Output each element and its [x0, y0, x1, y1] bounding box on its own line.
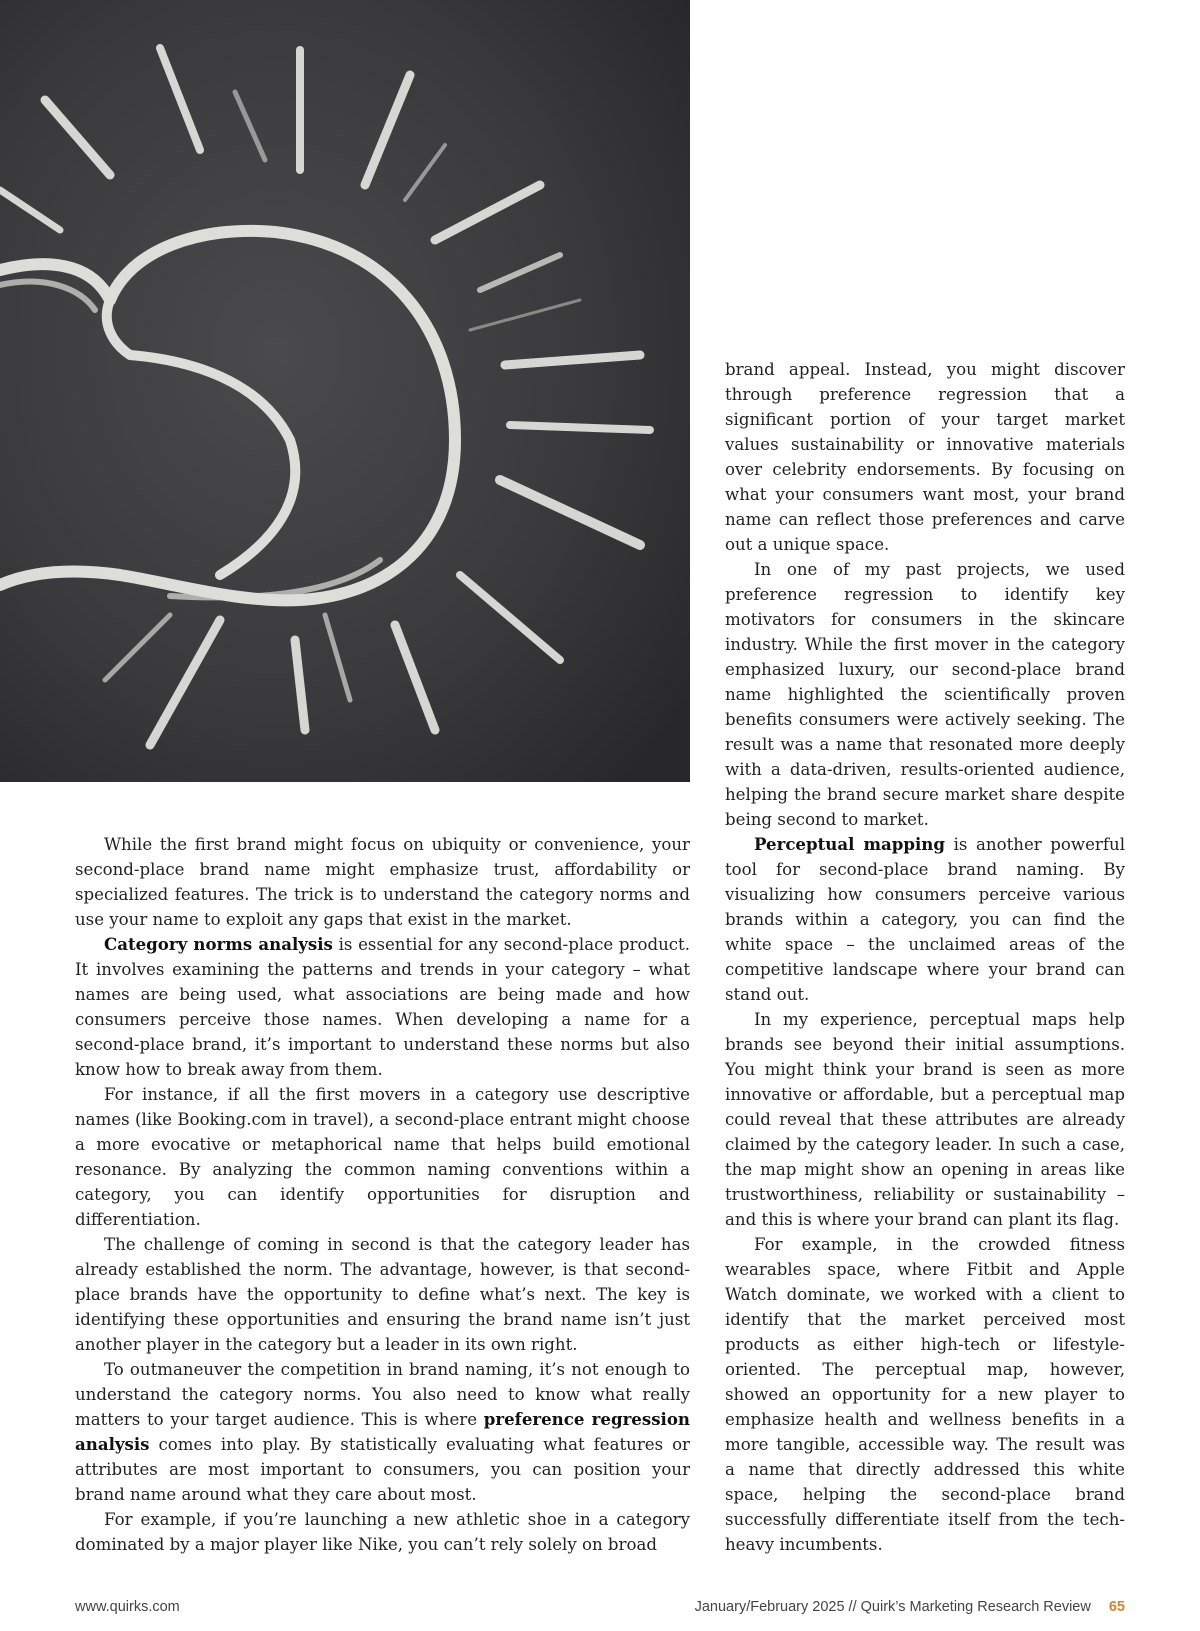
right-text-column	[725, 357, 1125, 1557]
right-paragraph-3-text: is another powerful tool for second-place brand naming. By visualizing how consumers perceive various brands within a category, you can find the white space – the unclaimed areas of the competitive landscape where your brand can stand out.	[725, 835, 1125, 1004]
footer-website[interactable]: www.quirks.com	[75, 1599, 180, 1615]
category-norms-term: Category norms analysis	[104, 934, 333, 954]
footer-issue-info	[695, 1597, 1125, 1617]
left-paragraph-5-start: To outmaneuver the competition in brand naming, it’s not enough to understand the category norms. You also need to know what really matters to your target audience. This is where	[75, 1360, 690, 1429]
chalkboard-heart-sun-photo	[0, 0, 690, 782]
left-paragraph-4: The challenge of coming in second is that the category leader has already established the norm. The advantage, however, is that second-place brands have the opportunity to define what’s next. The key is identifying these opportunities and ensuring the brand name isn’t just another player in the category but a leader in its own right.	[75, 1235, 690, 1354]
right-paragraph-5: For example, in the crowded fitness wearables space, where Fitbit and Apple Watch dominate, we worked with a client to identify that the market perceived most products as either high-tech or lifestyle-oriented. The perceptual map, however, showed an opportunity for a new player to emphasize health and wellness benefits in a more tangible, accessible way. The result was a name that directly addressed this white space, helping the second-place brand successfully differentiate itself from the tech-heavy incumbents.	[725, 1235, 1125, 1554]
left-paragraph-3: For instance, if all the first movers in a category use descriptive names (like Booking.com in travel), a second-place entrant might choose a more evocative or metaphorical name that helps build emotional resonance. By analyzing the common naming conventions within a category, you can identify opportunities for disruption and differentiation.	[75, 1085, 690, 1229]
preference-regression-term: preference regression analysis	[75, 1409, 690, 1454]
right-paragraph-4: In my experience, perceptual maps help brands see beyond their initial assumptions. You might think your brand is seen as more innovative or affordable, but a perceptual map could reveal that these attributes are already claimed by the category leader. In such a case, the map might show an opening in areas like trustworthiness, reliability or sustainability – and this is where your brand can plant its flag.	[725, 1010, 1125, 1229]
perceptual-mapping-term: Perceptual mapping	[754, 834, 945, 854]
right-paragraph-1: brand appeal. Instead, you might discover through preference regression that a significant portion of your target market values sustainability or innovative materials over celebrity endorsements. By focusing on what your consumers want most, your brand name can reflect those preferences and carve out a unique space.	[725, 360, 1125, 554]
footer-issue-text: January/February 2025 // Quirk’s Marketing Research Review	[694, 1599, 1091, 1615]
left-paragraph-5-text: comes into play. By statistically evaluating what features or attributes are most important to consumers, you can position your brand name around what they care about most.	[75, 1435, 690, 1504]
right-paragraph-2: In one of my past projects, we used preference regression to identify key motivators for consumers in the skincare industry. While the first mover in the category emphasized luxury, our second-place brand name highlighted the scientifically proven benefits consumers were actively seeking. The result was a name that resonated more deeply with a data-driven, results-oriented audience, helping the brand secure market share despite being second to market.	[725, 560, 1125, 829]
page-number: 65	[1108, 1599, 1125, 1615]
left-paragraph-6: For example, if you’re launching a new athletic shoe in a category dominated by a major player like Nike, you can’t rely solely on broad	[75, 1510, 690, 1554]
left-text-column	[75, 832, 690, 1557]
right-paragraph-3	[725, 832, 1125, 1007]
left-paragraph-2	[75, 932, 690, 1082]
left-paragraph-5	[75, 1357, 690, 1507]
left-paragraph-2-text: is essential for any second-place product. It involves examining the patterns and trends in your category – what names are being used, what associations are being made and how consumers perceive those names. When developing a name for a second-place brand, it’s important to understand these norms but also know how to break away from them.	[75, 935, 690, 1079]
left-paragraph-1: While the first brand might focus on ubiquity or convenience, your second-place brand name might emphasize trust, affordability or specialized features. The trick is to understand the category norms and use your name to exploit any gaps that exist in the market.	[75, 835, 690, 929]
